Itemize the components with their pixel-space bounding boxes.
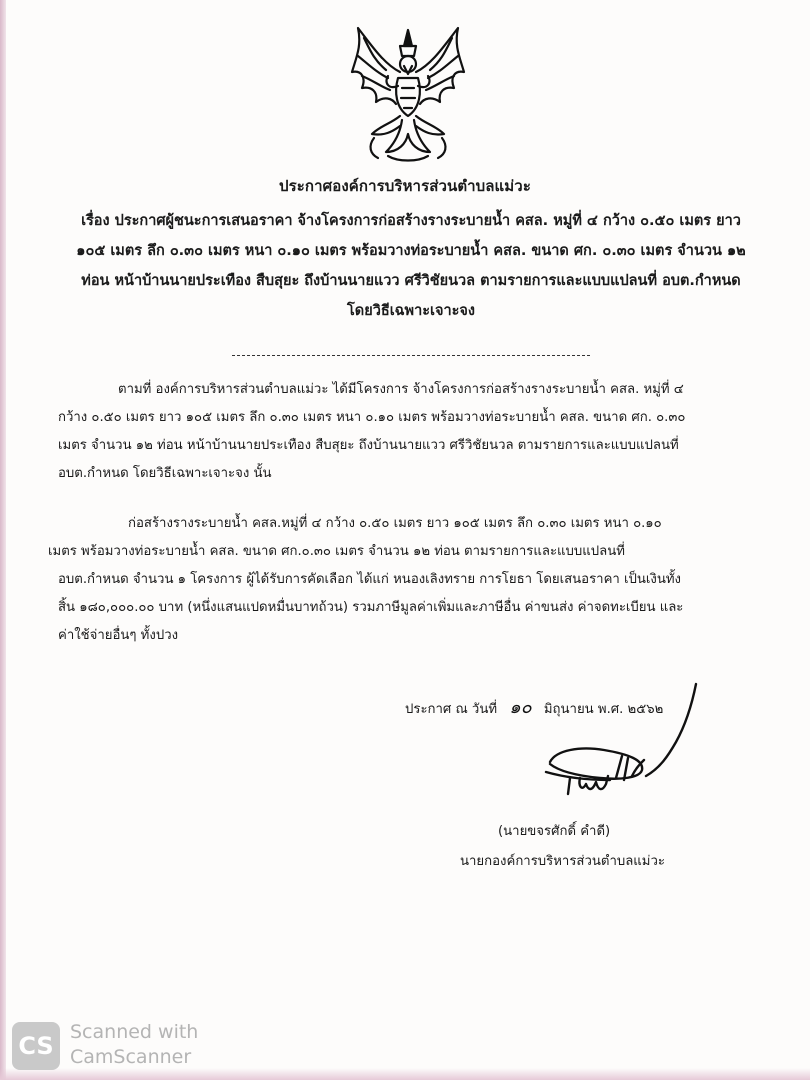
garuda-emblem-icon (344, 16, 472, 166)
subject-line: ท่อน หน้าบ้านนายประเทือง สืบสุยะ ถึงบ้านนายแวว ศรีวิชัยนวล ตามรายการและแบบแปลนที่ อบต.กำหนด (81, 273, 741, 289)
announce-day: ๑๐ (509, 697, 532, 718)
signature-icon (520, 680, 710, 810)
camscanner-logo-icon: CS (12, 1022, 60, 1070)
page-left-edge (0, 0, 6, 1080)
dashed-divider (232, 355, 590, 356)
paragraph-line: เมตร จำนวน ๑๒ ท่อน หน้าบ้านนายประเทือง สืบสุยะ ถึงบ้านนายแวว ศรีวิชัยนวล ตามรายการและแบบแปลนที่ (58, 438, 679, 453)
subject-line: โดยวิธีเฉพาะเจาะจง (347, 303, 475, 319)
paragraph-line: ตามที่ องค์การบริหารส่วนตำบลแม่วะ ได้มีโครงการ จ้างโครงการก่อสร้างรางระบายน้ำ คสล. หมู่ที่ ๔ (118, 382, 684, 397)
watermark-line: CamScanner (70, 1046, 192, 1068)
subject-line: ๑๐๕ เมตร ลึก ๐.๓๐ เมตร หนา ๐.๑๐ เมตร พร้อมวางท่อระบายน้ำ คสล. ขนาด ศก. ๐.๓๐ เมตร จำนวน ๑๒ (76, 243, 746, 259)
signer-position: นายกองค์การบริหารส่วนตำบลแม่วะ (460, 854, 665, 869)
paragraph-line: เมตร พร้อมวางท่อระบายน้ำ คสล. ขนาด ศก.๐.๓๐ เมตร จำนวน ๑๒ ท่อน ตามรายการและแบบแปลนที่ (48, 544, 625, 559)
paragraph-line: อบต.กำหนด จำนวน ๑ โครงการ ผู้ได้รับการคัดเลือก ได้แก่ หนองเลิงทราย การโยธา โดยเสนอราคา เป็นเงินทั้ง (58, 572, 681, 587)
document-title: ประกาศองค์การบริหารส่วนตำบลแม่วะ (279, 177, 531, 195)
paragraph-line: อบต.กำหนด โดยวิธีเฉพาะเจาะจง นั้น (58, 466, 272, 481)
announce-suffix: มิถุนายน พ.ศ. ๒๕๖๒ (543, 702, 664, 717)
signer-name: (นายขจรศักดิ์ คำดี) (498, 824, 611, 839)
paragraph-2 (48, 510, 778, 650)
camscanner-watermark (8, 1018, 268, 1070)
paragraph-line: ค่าใช้จ่ายอื่นๆ ทั้งปวง (58, 628, 179, 643)
paragraph-1 (58, 376, 778, 488)
paragraph-line: สิ้น ๑๘๐,๐๐๐.๐๐ บาท (หนึ่งแสนแปดหมื่นบาทถ้วน) รวมภาษีมูลค่าเพิ่มและภาษีอื่น ค่าขนส่ง ค่าจดทะเบียน และ (58, 600, 684, 615)
subject-line: เรื่อง ประกาศผู้ชนะการเสนอราคา จ้างโครงการก่อสร้างรางระบายน้ำ คสล. หมู่ที่ ๔ กว้าง ๐.๕๐ เมตร ยาว (81, 213, 741, 229)
announce-prefix: ประกาศ ณ วันที่ (405, 702, 498, 717)
watermark-text (70, 1020, 198, 1070)
paragraph-line: ก่อสร้างรางระบายน้ำ คสล.หมู่ที่ ๔ กว้าง ๐.๕๐ เมตร ยาว ๑๐๕ เมตร ลึก ๐.๓๐ เมตร หนา ๐.๑๐ (128, 516, 662, 531)
watermark-line: Scanned with (70, 1021, 199, 1043)
paragraph-line: กว้าง ๐.๕๐ เมตร ยาว ๑๐๕ เมตร ลึก ๐.๓๐ เมตร หนา ๐.๑๐ เมตร พร้อมวางท่อระบายน้ำ คสล. ขนาด ศก. ๐.๓๐ (58, 410, 686, 425)
document-subject (46, 206, 776, 326)
